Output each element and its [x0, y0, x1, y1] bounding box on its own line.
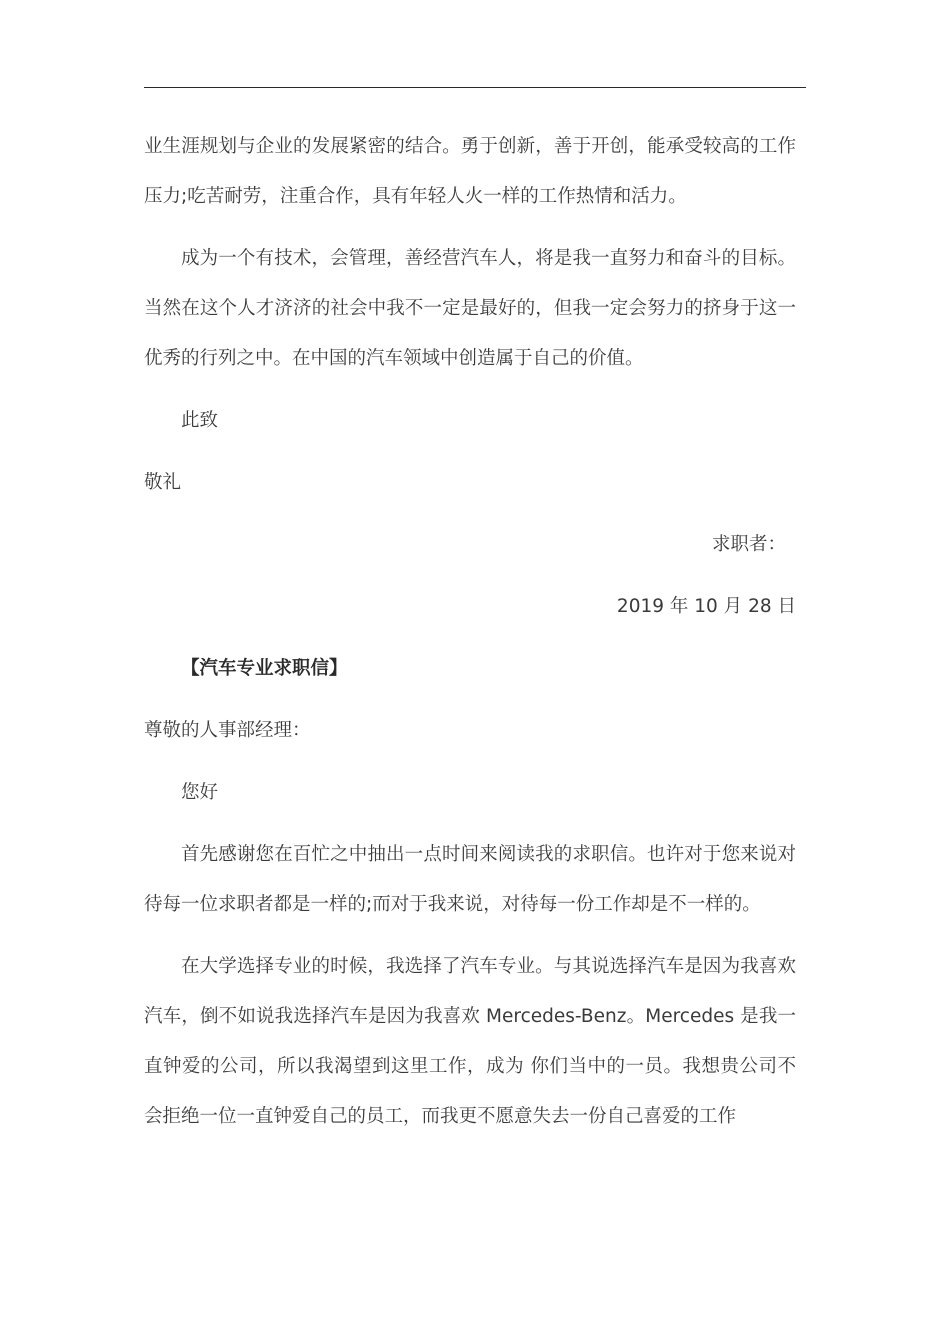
paragraph-major-choice: 在大学选择专业的时候，我选择了汽车专业。与其说选择汽车是因为我喜欢汽车，倒不如说我选择汽车是因为我喜欢 Mercedes-Benz。Mercedes 是我一直钟爱的公司，所以我渴望到这里工作，成为 你们当中的一员。我想贵公司不会拒绝一位一直钟爱自己的员工，而我更不愿意失去一份自己喜爱的工作 — [144, 956, 796, 1127]
document-body — [144, 122, 796, 1154]
paragraph-career-plan: 业生涯规划与企业的发展紧密的结合。勇于创新，善于开创，能承受较高的工作压力;吃苦耐劳，注重合作，具有年轻人火一样的工作热情和活力。 — [144, 136, 796, 207]
date-line: 2019 年 10 月 28 日 — [616, 596, 796, 617]
paragraph-thanks: 首先感谢您在百忙之中抽出一点时间来阅读我的求职信。也许对于您来说对待每一位求职者都是一样的;而对于我来说，对待每一份工作却是不一样的。 — [144, 844, 796, 915]
closing-regards: 敬礼 — [144, 472, 182, 493]
greeting-hello: 您好 — [181, 782, 219, 803]
closing-salutation: 此致 — [181, 410, 219, 431]
signature-line: 求职者： — [711, 534, 786, 555]
greeting-addressee: 尊敬的人事部经理： — [144, 720, 311, 741]
section-title: 【汽车专业求职信】 — [181, 658, 348, 679]
header-rule — [144, 87, 806, 88]
paragraph-goal: 成为一个有技术，会管理，善经营汽车人，将是我一直努力和奋斗的目标。当然在这个人才济济的社会中我不一定是最好的，但我一定会努力的挤身于这一优秀的行列之中。在中国的汽车领域中创造属于自己的价值。 — [144, 248, 796, 369]
